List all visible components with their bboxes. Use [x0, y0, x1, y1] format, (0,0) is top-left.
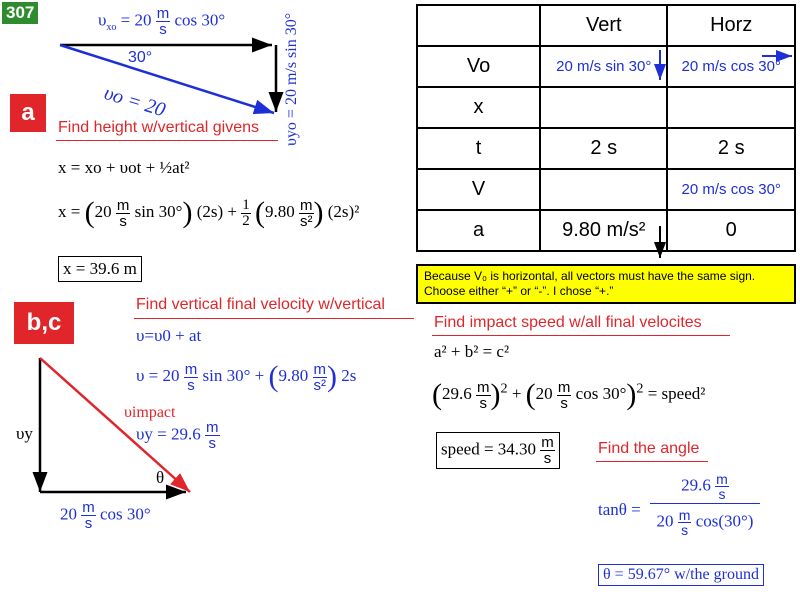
vector-table	[416, 4, 796, 252]
cell-vo-vert: 20 m/s sin 30°	[540, 46, 667, 87]
cell-v-horz: 20 m/s cos 30°	[667, 169, 795, 210]
height-substitution: x = (20 $\frac{m}{s}$ sin 30°) (2s) + $\frac{1}{2}$ (9.80 $\frac{m}{\text{s²}}$ ) (2s)²	[58, 196, 360, 230]
cell-t-horz: 2 s	[667, 128, 795, 169]
height-result: x = 39.6 m	[58, 256, 142, 282]
angle-result: θ = 59.67° w/the ground	[598, 564, 764, 586]
table-header-horz: Horz	[667, 5, 795, 46]
cell-x-vert	[540, 87, 667, 128]
pythagorean-equation: a² + b² = c²	[434, 342, 510, 361]
heading-underline	[134, 318, 414, 319]
cell-vo-horz: 20 m/s cos 30°	[667, 46, 795, 87]
cell-t-vert: 2 s	[540, 128, 667, 169]
part-bc-label: b,c	[14, 302, 74, 344]
heading-underline	[596, 461, 708, 462]
angle-label: 30°	[128, 49, 153, 66]
heading-underline	[56, 140, 278, 141]
speed-result: speed = 34.30 $\frac{m}{s}$	[436, 432, 560, 469]
cell-a-horz: 0	[667, 210, 795, 251]
horizontal-label: 20 $\frac{m}{s}$ cos 30°	[60, 499, 151, 532]
impact-label: υimpact	[124, 404, 176, 421]
vo-label: υo = 20	[101, 82, 168, 122]
table-header-vert: Vert	[540, 5, 667, 46]
angle-heading: Find the angle	[598, 440, 700, 457]
vy-label: υy	[16, 424, 33, 443]
tan-fraction: 29.6 $\frac{m}{s}$ 20 $\frac{m}{s}$ cos(30°)	[650, 472, 760, 537]
row-label-a: a	[417, 210, 540, 251]
row-label-t: t	[417, 128, 540, 169]
velocity-equation: υ=υ0 + at	[136, 326, 202, 345]
sign-note: Because V₀ is horizontal, all vectors must have the same sign. Choose either “+” or “-”. I chose “+.”	[416, 264, 796, 304]
velocity-substitution: υ = 20 $\frac{m}{s}$ sin 30° + (9.80 $\frac{m}{\text{s²}}$ ) 2s	[136, 360, 357, 394]
cell-v-vert	[540, 169, 667, 210]
kinematic-equation: x = xo + υot + ½at²	[58, 158, 190, 177]
part-a-label: a	[10, 94, 46, 132]
height-heading: Find height w/vertical givens	[58, 119, 259, 136]
cell-x-horz	[667, 87, 795, 128]
vertical-velocity-heading: Find vertical final velocity w/vertical	[136, 296, 385, 313]
vxo-equation: $\upsilon_{xo} = 20$ $\frac{m}{s}$ cos 30°	[98, 5, 226, 38]
heading-underline	[432, 335, 730, 336]
vyo-label: υyo = 20 m/s sin 30°	[283, 12, 300, 146]
speed-substitution: (29.6 $\frac{m}{s}$ )$^2$ + (20 $\frac{m}{s}$ cos 30°)$^2$ = speed²	[432, 378, 706, 412]
table-header-empty	[417, 5, 540, 46]
row-label-vo: Vo	[417, 46, 540, 87]
vy-value: υy = 29.6 $\frac{m}{s}$	[136, 419, 219, 452]
theta-label: θ	[156, 468, 165, 487]
tan-label: tanθ =	[598, 500, 641, 519]
speed-heading: Find impact speed w/all final velocites	[434, 314, 702, 331]
slide-number-badge: 307	[2, 2, 38, 24]
row-label-v: V	[417, 169, 540, 210]
row-label-x: x	[417, 87, 540, 128]
cell-a-vert: 9.80 m/s²	[540, 210, 667, 251]
